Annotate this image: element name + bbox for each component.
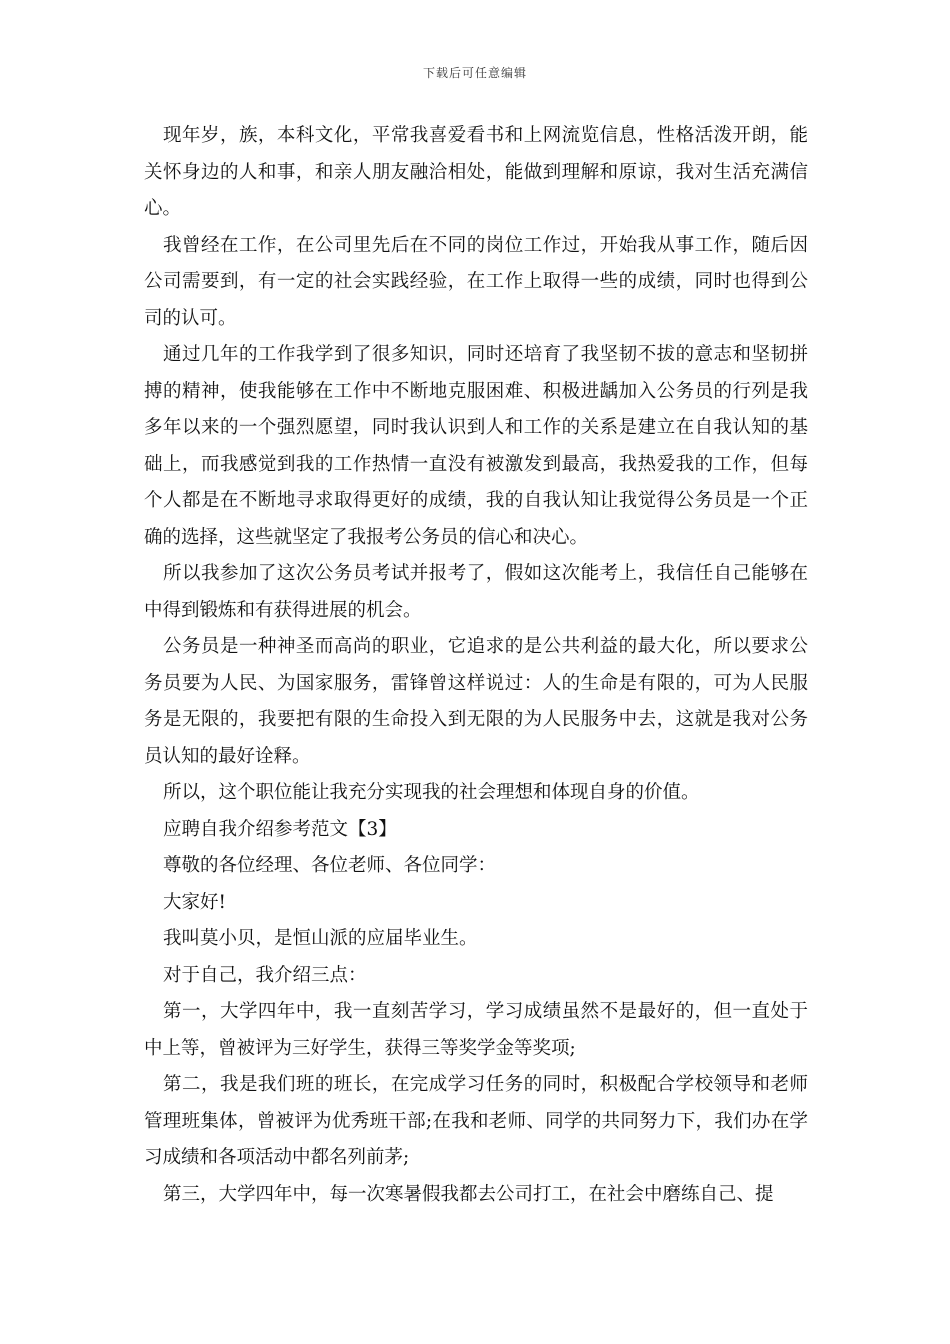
paragraph-civil-servant: 公务员是一种神圣而高尚的职业，它追求的是公共利益的最大化，所以要求公务员要为人民、为国家服务，雷锋曾这样说过：人的生命是有限的，可为人民服务是无限的，我要把有限的生命投入到无限的为人民服务中去，这就是我对公务员认知的最好诠释。	[144, 636, 808, 767]
paragraph-greeting: 大家好!	[163, 891, 226, 913]
paragraph-exam: 所以我参加了这次公务员考试并报考了，假如这次能考上，我信任自己能够在中得到锻炼和有获得进展的机会。	[144, 563, 808, 621]
section-title-sample-3: 应聘自我介绍参考范文【3】	[163, 818, 397, 840]
paragraph-work-experience: 我曾经在工作，在公司里先后在不同的岗位工作过，开始我从事工作，随后因公司需要到，有一定的社会实践经验，在工作上取得一些的成绩，同时也得到公司的认可。	[144, 234, 808, 329]
paragraph-name-intro: 我叫莫小贝，是恒山派的应届毕业生。	[163, 928, 478, 949]
paragraph-personal-intro: 现年岁，族，本科文化，平常我喜爱看书和上网流览信息，性格活泼开朗，能关怀身边的人和事，和亲人朋友融洽相处，能做到理解和原谅，我对生活充满信心。	[144, 125, 808, 219]
paragraph-three-points: 对于自己，我介绍三点：	[163, 964, 367, 986]
paragraph-conclusion: 所以，这个职位能让我充分实现我的社会理想和体现自身的价值。	[163, 782, 700, 803]
paragraph-point-one: 第一，大学四年中，我一直刻苦学习，学习成绩虽然不是最好的，但一直处于中上等，曾被评为三好学生，获得三等奖学金等奖项;	[144, 1001, 808, 1059]
paragraph-point-two: 第二，我是我们班的班长，在完成学习任务的同时，积极配合学校领导和老师管理班集体，曾被评为优秀班干部;在我和老师、同学的共同努力下，我们办在学习成绩和各项活动中都名列前茅;	[144, 1074, 808, 1168]
page-header-note: 下载后可任意编辑	[422, 66, 527, 80]
paragraph-point-three: 第三，大学四年中，每一次寒暑假我都去公司打工，在社会中磨练自己、提	[163, 1183, 774, 1205]
paragraph-knowledge-growth: 通过几年的工作我学到了很多知识，同时还培育了我坚韧不拔的意志和坚韧拼搏的精神，使我能够在工作中不断地克服困难、积极进龋加入公务员的行列是我多年以来的一个强烈愿望，同时我认识到人和工作的关系是建立在自我认知的基础上，而我感觉到我的工作热情一直没有被激发到最高，我热爱我的工作，但每个人都是在不断地寻求取得更好的成绩，我的自我认知让我觉得公务员是一个正确的选择，这些就坚定了我报考公务员的信心和决心。	[144, 344, 808, 548]
document-body	[144, 118, 808, 1213]
paragraph-salutation: 尊敬的各位经理、各位老师、各位同学：	[163, 855, 497, 876]
